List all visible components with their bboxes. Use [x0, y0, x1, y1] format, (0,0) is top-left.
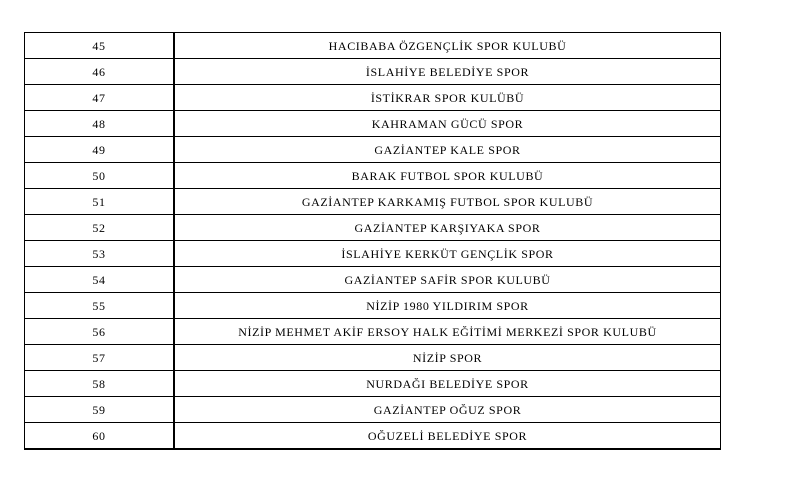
table-row	[25, 397, 721, 423]
row-number: 50	[25, 163, 175, 189]
row-number: 56	[25, 319, 175, 345]
row-number: 58	[25, 371, 175, 397]
row-number: 51	[25, 189, 175, 215]
table-row	[25, 267, 721, 293]
club-name: GAZİANTEP SAFİR SPOR KULUBÜ	[174, 267, 721, 293]
club-name: GAZİANTEP OĞUZ SPOR	[174, 397, 721, 423]
table-row	[25, 137, 721, 163]
club-name: HACIBABA ÖZGENÇLİK SPOR KULUBÜ	[174, 33, 721, 59]
table-row	[25, 345, 721, 371]
row-number: 45	[25, 33, 175, 59]
club-name: OĞUZELİ BELEDİYE SPOR	[174, 423, 721, 450]
row-number: 53	[25, 241, 175, 267]
club-name: GAZİANTEP KALE SPOR	[174, 137, 721, 163]
table-row	[25, 85, 721, 111]
row-number: 52	[25, 215, 175, 241]
club-name: İSLAHİYE BELEDİYE SPOR	[174, 59, 721, 85]
row-number: 55	[25, 293, 175, 319]
club-name: NURDAĞI BELEDİYE SPOR	[174, 371, 721, 397]
table-row	[25, 33, 721, 59]
table-row	[25, 319, 721, 345]
table-row	[25, 241, 721, 267]
club-name: KAHRAMAN GÜCÜ SPOR	[174, 111, 721, 137]
club-name: GAZİANTEP KARŞIYAKA SPOR	[174, 215, 721, 241]
club-list-table	[24, 32, 721, 450]
club-list-body	[25, 33, 721, 450]
row-number: 49	[25, 137, 175, 163]
row-number: 46	[25, 59, 175, 85]
table-row	[25, 111, 721, 137]
table-row	[25, 423, 721, 450]
club-name: NİZİP 1980 YILDIRIM SPOR	[174, 293, 721, 319]
row-number: 48	[25, 111, 175, 137]
row-number: 57	[25, 345, 175, 371]
table-row	[25, 163, 721, 189]
table-row	[25, 189, 721, 215]
row-number: 60	[25, 423, 175, 450]
table-row	[25, 293, 721, 319]
table-row	[25, 371, 721, 397]
club-name: NİZİP MEHMET AKİF ERSOY HALK EĞİTİMİ MERKEZİ SPOR KULUBÜ	[174, 319, 721, 345]
row-number: 59	[25, 397, 175, 423]
table-row	[25, 59, 721, 85]
table-row	[25, 215, 721, 241]
club-name: BARAK FUTBOL SPOR KULUBÜ	[174, 163, 721, 189]
club-name: GAZİANTEP KARKAMIŞ FUTBOL SPOR KULUBÜ	[174, 189, 721, 215]
club-name: İSTİKRAR SPOR KULÜBÜ	[174, 85, 721, 111]
club-name: NİZİP SPOR	[174, 345, 721, 371]
row-number: 47	[25, 85, 175, 111]
club-name: İSLAHİYE KERKÜT GENÇLİK SPOR	[174, 241, 721, 267]
row-number: 54	[25, 267, 175, 293]
